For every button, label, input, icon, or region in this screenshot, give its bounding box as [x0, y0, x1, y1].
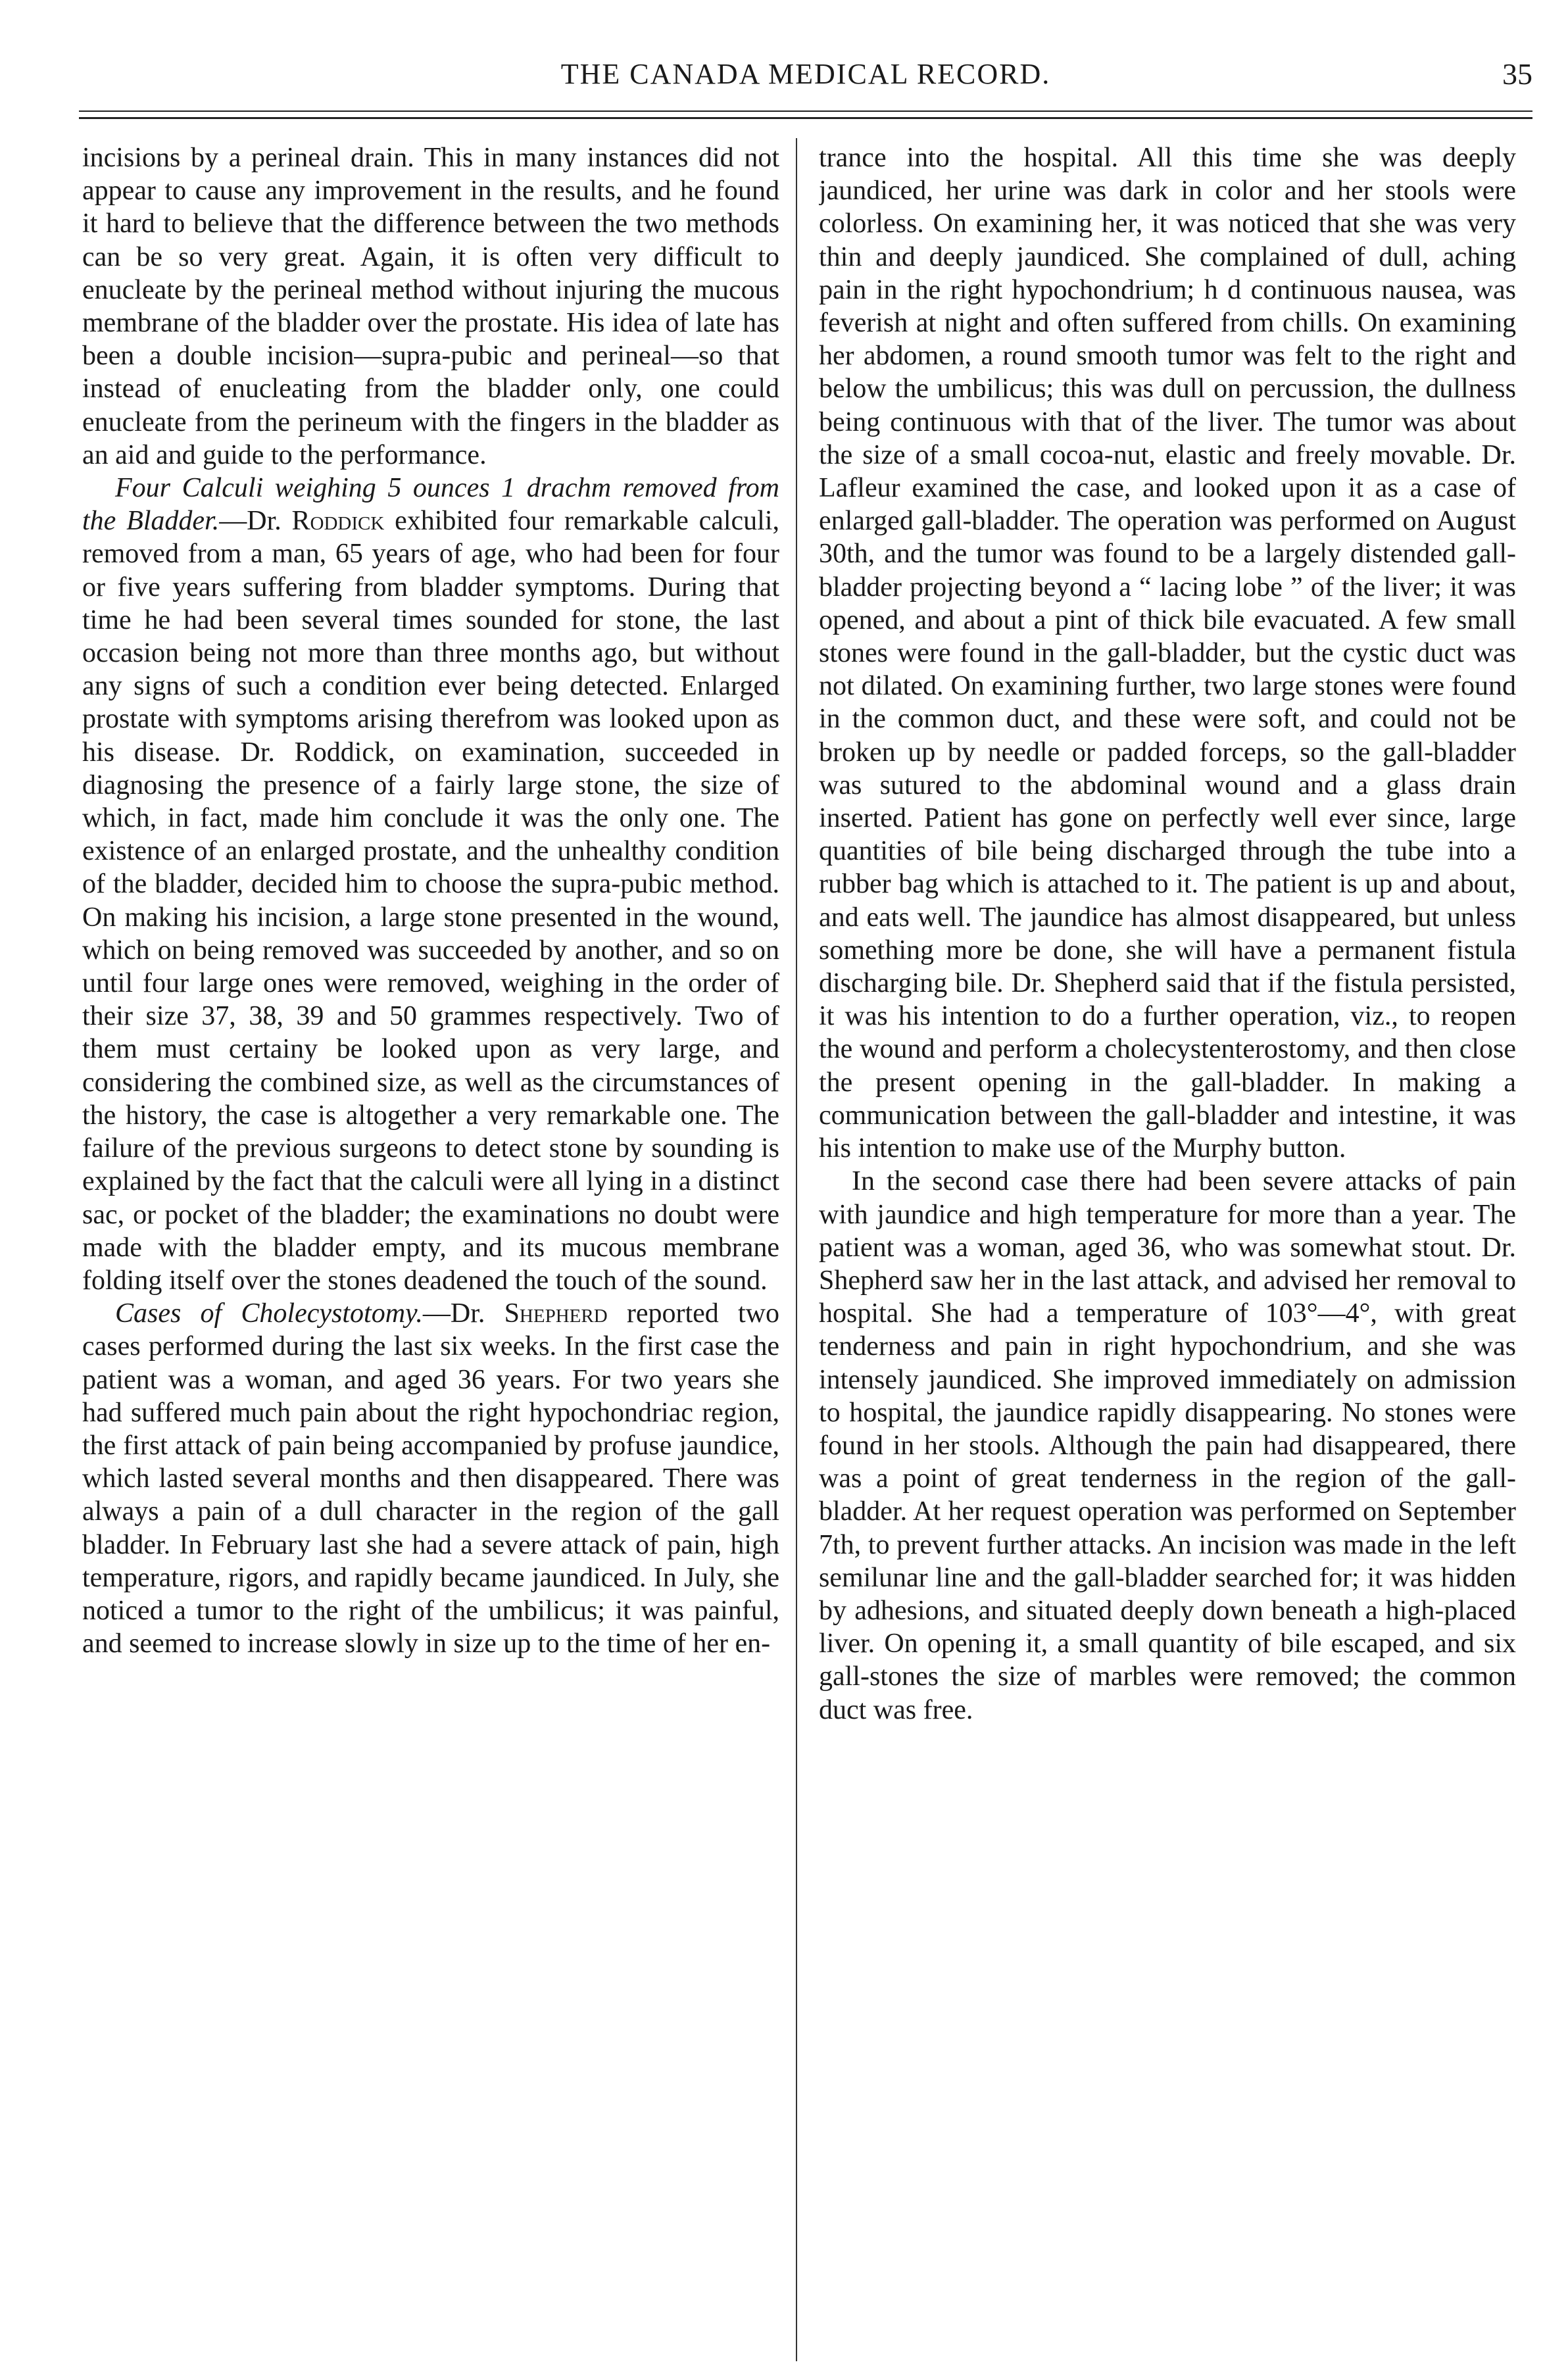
- paragraph-prostatectomy-continued: incisions by a perineal drain. This in many instances did not appear to cause any improvement in the results, and he found it hard to believe that the difference between the two methods can be so very great. Again, it is often very difficult to enucleate by the perineal method without injuring the mucous membrane of the bladder over the prostate. His idea of late has been a double incision—supra-pubic and perineal—so that instead of enucleating from the bladder only, one could enucleate from the perineum with the fingers in the bladder as an aid and guide to the performance.: [82, 143, 779, 470]
- paragraph-second-case: In the second case there had been severe attacks of pain with jaundice and high temperature for more than a year. The patient was a woman, aged 36, who was somewhat stout. Dr. Shepherd saw her in the last attack, and advised her removal to hospital. She had a temperature of 103°—4°, with great tenderness and pain in right hypochondrium, and she was intensely jaundiced. She improved immediately on admission to hospital, the jaundice rapidly disappearing. No stones were found in her stools. Although the pain had disappeared, there was a point of great tenderness in the region of the gall-bladder. At her request operation was performed on September 7th, to prevent further attacks. An incision was made in the left semilunar line and the gall-bladder searched for; it was hidden by adhesions, and situated deeply down beneath a high-placed liver. On opening it, a small quantity of bile escaped, and six gall-stones the size of marbles were removed; the common duct was free.: [819, 1166, 1516, 1725]
- paragraph-body: reported two cases performed during the last six weeks. In the first case the patient was a woman, and aged 36 years. For two years she had suffered much pain about the right hypochondriac region, the first attack of pain being accompanied by profuse jaundice, which lasted several months and then disappeared. There was always a pain of a dull character in the region of the gall bladder. In February last she had a severe attack of pain, high temperature, rigors, and rapidly became jaundiced. In July, she noticed a tumor to the right of the umbilicus; it was painful, and seemed to increase slowly in size up to the time of her en-: [82, 1298, 779, 1659]
- paragraph-first-case-continued: trance into the hospital. All this time she was deeply jaundiced, her urine was dark in color and her stools were colorless. On examining her, it was noticed that she was very thin and deeply jaundiced. She complained of dull, aching pain in the right hypochondrium; h d continuous nausea, was feverish at night and often suffered from chills. On examining her abdomen, a round smooth tumor was felt to the right and below the umbilicus; this was dull on percussion, the dullness being continuous with that of the liver. The tumor was about the size of a small cocoa-nut, elastic and freely movable. Dr. Lafleur examined the case, and looked upon it as a case of enlarged gall-bladder. The operation was performed on August 30th, and the tumor was found to be a largely distended gall-bladder projecting beyond a “ lacing lobe ” of the liver; it was opened, and about a pint of thick bile evacuated. A few small stones were found in the gall-bladder, but the cystic duct was not dilated. On examining further, two large stones were found in the common duct, and these were soft, and could not be broken up by needle or padded forceps, so the gall-bladder was sutured to the abdominal wound and a glass drain inserted. Patient has gone on perfectly well ever since, large quantities of bile being discharged through the tube into a rubber bag which is attached to it. The patient is up and about, and eats well. The jaundice has almost disappeared, but unless something more be done, she will have a permanent fistula discharging bile. Dr. Shepherd said that if the fistula persisted, it was his intention to do a further operation, viz., to reopen the wound and perform a cholecystenterostomy, and then close the present opening in the gall-bladder. In making a communication between the gall-bladder and intestine, it was his intention to make use of the Murphy button.: [819, 143, 1516, 1164]
- dr-prefix: —Dr.: [422, 1298, 504, 1329]
- header-rule-thin: [79, 110, 1532, 112]
- paragraph-body: exhibited four remarkable calculi, removed from a man, 65 years of age, who had been for four or five years suffering from bladder symptoms. During that time he had been several times sounded for stone, the last occasion being not more than three months ago, but without any signs of such a condition ever being detected. Enlarged prostate with symptoms arising therefrom was looked upon as his disease. Dr. Roddick, on examination, succeeded in diagnosing the presence of a fairly large stone, the size of which, in fact, made him conclude it was the only one. The existence of an enlarged prostate, and the unhealthy condition of the bladder, decided him to choose the supra-pubic method. On making his incision, a large stone presented in the wound, which on being removed was succeeded by another, and so on until four large ones were removed, weighing in the order of their size 37, 38, 39 and 50 grammes respectively. Two of them must certainy be looked upon as very large, and considering the combined size, as well as the circumstances of the history, the case is altogether a very remarkable one. The failure of the previous surgeons to detect stone by sounding is explained by the fact that the calculi were all lying in a distinct sac, or pocket of the bladder; the examinations no doubt were made with the bladder empty, and its mucous membrane folding itself over the stones deadened the touch of the sound.: [82, 506, 779, 1296]
- left-column: [82, 141, 779, 2371]
- page-number: 35: [1502, 57, 1532, 91]
- right-column: [819, 141, 1516, 2371]
- journal-title: THE CANADA MEDICAL RECORD.: [560, 58, 1051, 90]
- running-header: [79, 51, 1532, 97]
- dr-prefix: —Dr.: [219, 506, 292, 537]
- author-name-shepherd: Shepherd: [504, 1298, 608, 1329]
- author-name-roddick: Roddick: [291, 506, 385, 537]
- column-divider: [796, 138, 797, 2361]
- section-heading-cholecystotomy: Cases of Cholecystotomy.: [115, 1298, 423, 1329]
- section-heading-four-calculi: Four Calculi weighing 5 ounces 1 drachm removed from the Bladder.: [82, 473, 779, 537]
- paragraph-cholecystotomy: [82, 1297, 779, 1660]
- header-rule-thick: [79, 117, 1532, 119]
- paragraph-four-calculi: [82, 472, 779, 1297]
